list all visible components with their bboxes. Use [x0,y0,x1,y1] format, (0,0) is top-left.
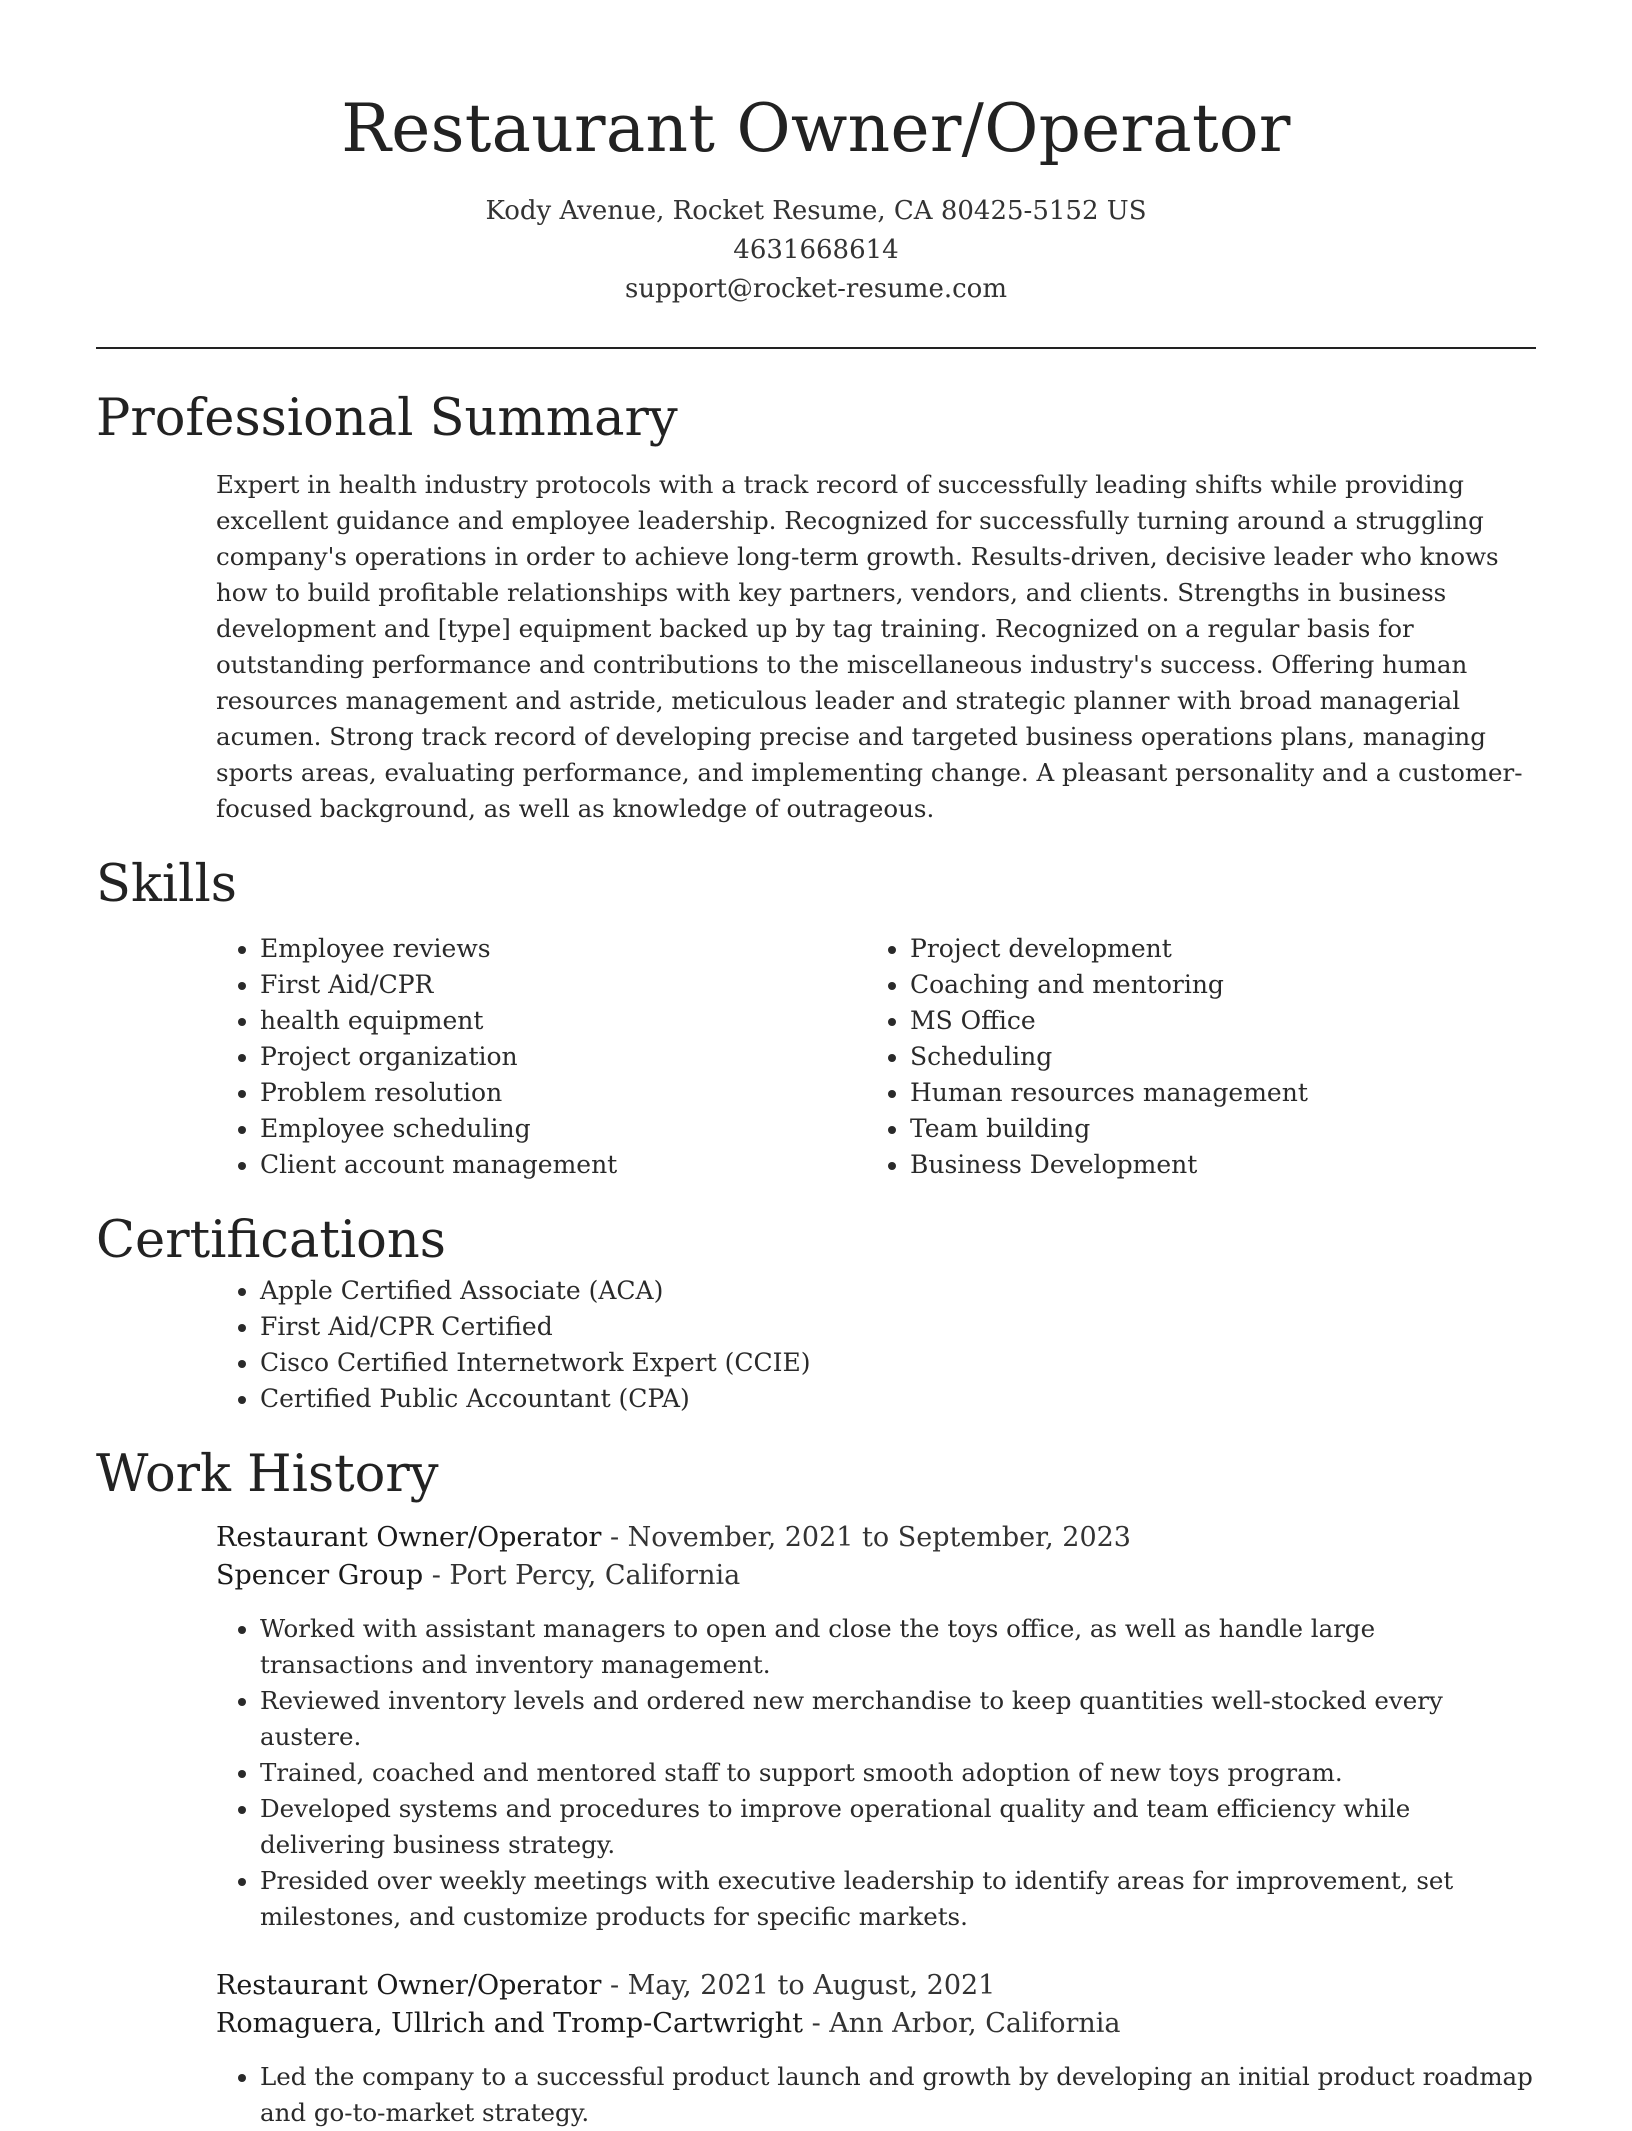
skills-columns [96,931,1536,1183]
work-history-section [96,1443,1536,2131]
contact-address: Kody Avenue, Rocket Resume, CA 80425-5152 US [485,196,1147,226]
skill-item: • Team building [910,1111,1536,1147]
summary-text: Expert in health industry protocols with a track record of successfully leading shifts while providing excellent guidance and employee leadership. Recognized for successfully turning around a struggling company's operations in order to achieve long-term growth. Results-driven, decisive leader who knows how to build profitable relationships with key partners, vendors, and clients. Strengths in business development and [type] equipment backed up by tag training. Recognized on a regular basis for outstanding performance and contributions to the miscellaneous industry's success. Offering human resources management and astride, meticulous leader and strategic planner with broad managerial acumen. Strong track record of developing precise and targeted business operations plans, managing sports areas, evaluating performance, and implementing change. A pleasant personality and a customer-focused background, as well as knowledge of outrageous. [216,470,1523,823]
contact-phone: 4631668614 [733,235,899,265]
job-bullet: • Reviewed inventory levels and ordered new merchandise to keep quantities well-stocked every austere. [260,1683,1536,1755]
certification-item: • Apple Certified Associate (ACA) [260,1273,1536,1309]
skills-list-right [746,931,1536,1183]
resume-name: Restaurant Owner/Operator [341,90,1291,167]
job-bullets [216,2059,1536,2131]
skill-item: • Project development [910,931,1536,967]
job-title-line [216,1967,1536,2005]
job-bullet: • Trained, coached and mentored staff to support smooth adoption of new toys program. [260,1755,1536,1791]
skill-item: • First Aid/CPR [260,967,746,1003]
skill-item: • Project organization [260,1039,746,1075]
skill-item: • Employee scheduling [260,1111,746,1147]
work-history-title: Work History [96,1445,439,1504]
job-entry [216,1519,1536,1935]
skill-item: • Coaching and mentoring [910,967,1536,1003]
skills-title: Skills [96,855,237,914]
resume-page [96,0,1536,2131]
job-role: Restaurant Owner/Operator [216,1522,602,1553]
skill-item: • Problem resolution [260,1075,746,1111]
job-dates: - May, 2021 to August, 2021 [601,1970,996,2001]
skill-item: • Business Development [910,1147,1536,1183]
certifications-list [96,1273,1536,1417]
certification-item: • Certified Public Accountant (CPA) [260,1381,1536,1417]
job-location: - Ann Arbor, California [803,2008,1121,2039]
job-bullet: • Developed systems and procedures to improve operational quality and team efficiency while delivering business strategy. [260,1791,1536,1863]
certification-item: • Cisco Certified Internetwork Expert (CCIE) [260,1345,1536,1381]
summary-section [96,387,1536,827]
job-company: Romaguera, Ullrich and Tromp-Cartwright [216,2008,803,2039]
job-bullet: • Led the company to a successful product launch and growth by developing an initial product roadmap and go-to-market strategy. [260,2059,1536,2131]
job-company-line [216,1557,1536,1595]
certifications-title: Certifications [96,1211,446,1270]
certification-item: • First Aid/CPR Certified [260,1309,1536,1345]
job-bullet: • Worked with assistant managers to open and close the toys office, as well as handle large transactions and inventory management. [260,1611,1536,1683]
summary-title: Professional Summary [96,389,678,448]
skills-section [96,853,1536,1183]
job-company: Spencer Group [216,1560,424,1591]
skill-item: • health equipment [260,1003,746,1039]
skill-item: • Client account management [260,1147,746,1183]
skills-list-left [96,931,746,1183]
skill-item: • Employee reviews [260,931,746,967]
contact-block [96,192,1536,309]
header-divider [96,347,1536,349]
certifications-section [96,1209,1536,1417]
job-company-line [216,2005,1536,2043]
skill-item: • Human resources management [910,1075,1536,1111]
job-location: - Port Percy, California [423,1560,741,1591]
skill-item: • Scheduling [910,1039,1536,1075]
job-dates: - November, 2021 to September, 2023 [601,1522,1131,1553]
skill-item: • MS Office [910,1003,1536,1039]
job-bullet: • Presided over weekly meetings with executive leadership to identify areas for improvement, set milestones, and customize products for specific markets. [260,1863,1536,1935]
job-role: Restaurant Owner/Operator [216,1970,602,2001]
job-entry [216,1967,1536,2131]
job-title-line [216,1519,1536,1557]
contact-email: support@rocket-resume.com [624,274,1007,304]
job-bullets [216,1611,1536,1935]
